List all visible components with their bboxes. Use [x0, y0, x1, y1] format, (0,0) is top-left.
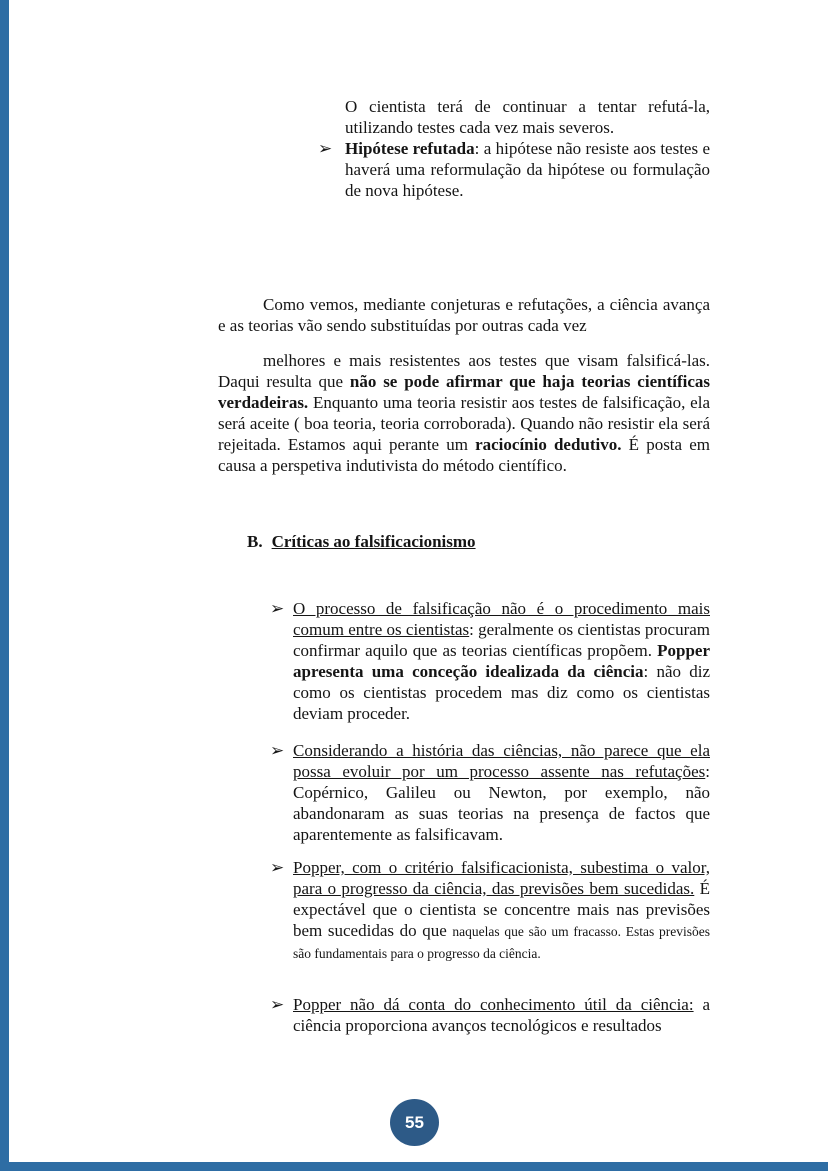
body-paragraph-1: Como vemos, mediante conjeturas e refutações, a ciência avança e as teorias vão sendo substituídas por outras cada vez	[218, 295, 710, 335]
arrow-bullet-icon: ➢	[270, 599, 285, 618]
left-accent-bar	[0, 0, 9, 1171]
continuation-paragraph: O cientista terá de continuar a tentar refutá-la, utilizando testes cada vez mais severos.	[345, 97, 710, 137]
underline-run: Considerando a história das ciências, não parece que ela possa evoluir por um processo assente nas refutações	[293, 741, 710, 781]
section-title: Críticas ao falsificacionismo	[271, 532, 476, 551]
text-run: : geralmente os cientistas procuram confirmar aquilo que as teorias científicas propõem.	[293, 620, 711, 660]
critique-text	[293, 994, 710, 1036]
list-item-text	[345, 138, 710, 201]
text-run: Enquanto uma teoria resistir aos testes de falsificação, ela será aceite ( boa teoria, teoria corroborada). Quando não resistir ela será rejeitada. Estamos aqui perante um	[218, 393, 710, 454]
underline-run: O processo de falsificação não é o procedimento mais comum entre os cientistas	[293, 599, 710, 639]
text-run: É expectável que o cientista se concentre mais nas previsões bem sucedidas do que	[293, 879, 710, 940]
arrow-bullet-icon: ➢	[318, 139, 333, 158]
bold-run: Popper apresenta uma conceção idealizada da ciência	[293, 641, 710, 681]
critique-item-1	[270, 598, 710, 724]
section-heading	[247, 531, 476, 552]
critique-item-4	[270, 994, 710, 1036]
bold-run: não se pode afirmar que haja teorias científicas verdadeiras.	[218, 372, 710, 412]
hypothesis-outcomes-block	[318, 96, 710, 201]
body-paragraph-2	[218, 350, 710, 476]
page-number: 55	[405, 1113, 424, 1132]
bold-run: raciocínio dedutivo.	[475, 435, 622, 454]
text-run: : Copérnico, Galileu ou Newton, por exemplo, não abandonaram as suas teorias na presença de factos que aparentemente as falsificavam.	[293, 762, 710, 844]
arrow-bullet-icon: ➢	[270, 741, 285, 760]
bottom-accent-bar	[0, 1162, 828, 1171]
critique-text	[293, 598, 710, 724]
section-label: B.	[247, 532, 263, 551]
critique-item-2	[270, 740, 710, 845]
small-text-run: naquelas que são um fracasso. Estas previsões são fundamentais para o progresso da ciência.	[293, 924, 710, 961]
bold-run: Hipótese refutada	[345, 139, 475, 158]
text-run: melhores e mais resistentes aos testes que visam falsificá-las. Daqui resulta que	[218, 351, 710, 391]
arrow-bullet-icon: ➢	[270, 995, 285, 1014]
critique-text	[293, 740, 710, 845]
list-item	[318, 138, 710, 201]
text-run: : não diz como os cientistas procedem mas diz como os cientistas deviam proceder.	[293, 662, 710, 723]
underline-run: Popper, com o critério falsificacionista, subestima o valor, para o progresso da ciência, das previsões bem sucedidas.	[293, 858, 710, 898]
underline-run: Popper não dá conta do conhecimento útil da ciência:	[293, 995, 694, 1014]
arrow-bullet-icon: ➢	[270, 858, 285, 877]
critique-item-3	[270, 857, 710, 964]
text-run: a ciência proporciona avanços tecnológicos e resultados	[293, 995, 711, 1035]
text-run: É posta em causa a perspetiva indutivista do método científico.	[218, 435, 710, 475]
page-number-badge	[390, 1099, 439, 1146]
critique-text	[293, 857, 710, 964]
text-run: : a hipótese não resiste aos testes e haverá uma reformulação da hipótese ou formulação de nova hipótese.	[345, 139, 710, 200]
